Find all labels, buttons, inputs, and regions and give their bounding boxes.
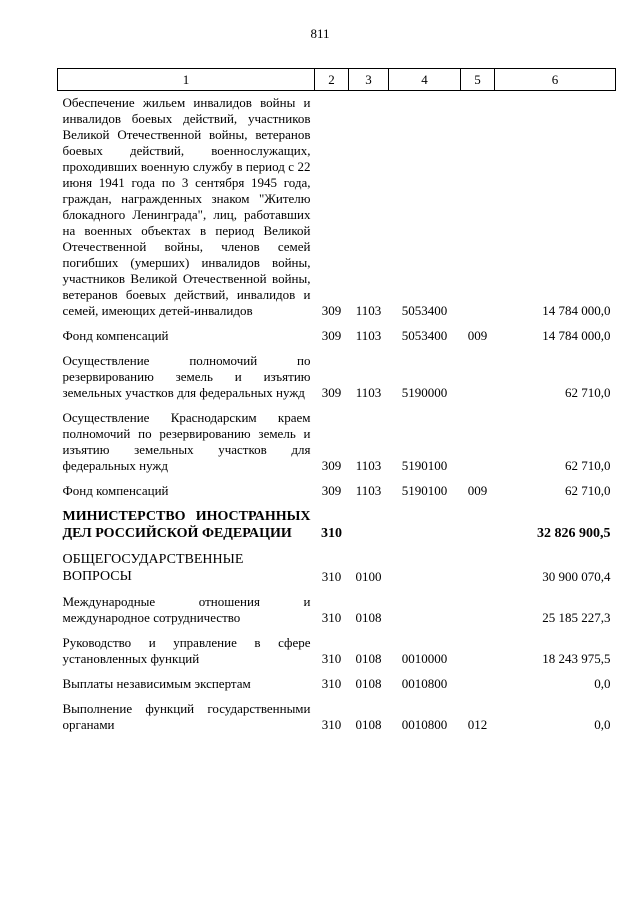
column-header-1: 1 (58, 69, 315, 91)
row-section-code: 1103 (355, 483, 382, 498)
table-row-ministry (58, 499, 616, 542)
row-amount: 25 185 227,3 (542, 610, 611, 625)
row-target-code: 5053400 (401, 328, 448, 343)
row-name: Руководство и управление в сфере установленных функций (62, 635, 311, 666)
column-header-6: 6 (495, 69, 616, 91)
row-expense-code (461, 626, 495, 667)
budget-table (57, 68, 616, 733)
row-name: Фонд компенсаций (62, 328, 169, 343)
table-row (58, 91, 616, 320)
table-row (58, 626, 616, 667)
row-amount: 14 784 000,0 (542, 303, 611, 318)
row-amount: 30 900 070,4 (542, 569, 611, 584)
column-header-5: 5 (461, 69, 495, 91)
row-amount: 0,0 (594, 676, 611, 691)
column-header-2: 2 (315, 69, 349, 91)
row-expense-code (461, 499, 495, 542)
row-expense-code: 009 (467, 328, 488, 343)
table-row-section (58, 542, 616, 585)
page-number: 811 (310, 26, 330, 41)
row-section-code: 0100 (355, 569, 382, 584)
row-section-code: 1103 (355, 385, 382, 400)
row-ministry-code: 309 (321, 385, 342, 400)
row-target-code: 5190000 (401, 385, 448, 400)
row-section-code: 1103 (355, 458, 382, 473)
row-section-code: 1103 (355, 328, 382, 343)
row-expense-code (461, 344, 495, 401)
table-row (58, 692, 616, 733)
row-ministry-code: 310 (321, 610, 342, 625)
row-ministry-code: 310 (321, 676, 342, 691)
row-expense-code (461, 585, 495, 626)
row-name: Фонд компенсаций (62, 483, 169, 498)
row-section-code: 0108 (355, 676, 382, 691)
row-name: Выплаты независимым экспертам (62, 676, 251, 691)
row-target-code: 0010800 (401, 676, 448, 691)
row-ministry-code: 310 (321, 569, 342, 584)
row-ministry-code: 309 (321, 303, 342, 318)
row-section-code: 0108 (355, 651, 382, 666)
row-ministry-code: 310 (321, 717, 342, 732)
row-name: ОБЩЕГОСУДАРСТВЕННЫЕ ВОПРОСЫ (62, 552, 244, 584)
table-row (58, 667, 616, 692)
row-amount: 14 784 000,0 (542, 328, 611, 343)
row-amount: 18 243 975,5 (542, 651, 611, 666)
row-ministry-code: 310 (321, 526, 342, 541)
row-ministry-code: 309 (321, 483, 342, 498)
table-header (58, 69, 616, 91)
row-amount: 0,0 (594, 717, 611, 732)
row-expense-code: 012 (467, 717, 488, 732)
row-ministry-code: 309 (321, 458, 342, 473)
row-expense-code: 009 (467, 483, 488, 498)
row-amount: 62 710,0 (565, 385, 611, 400)
row-name: Международные отношения и международное сотрудничество (62, 594, 311, 625)
table-row (58, 474, 616, 499)
row-ministry-code: 310 (321, 651, 342, 666)
row-amount: 62 710,0 (565, 483, 611, 498)
row-expense-code (461, 91, 495, 320)
row-target-code: 0010800 (401, 717, 448, 732)
row-target-code: 5190100 (401, 458, 448, 473)
row-expense-code (461, 542, 495, 585)
table-row (58, 319, 616, 344)
row-amount: 62 710,0 (565, 458, 611, 473)
column-header-4: 4 (389, 69, 461, 91)
row-name: МИНИСТЕРСТВО ИНОСТРАННЫХ ДЕЛ РОССИЙСКОЙ ФЕДЕРАЦИИ (62, 509, 311, 541)
row-target-code (389, 542, 461, 585)
row-expense-code (461, 401, 495, 474)
table-row (58, 344, 616, 401)
row-ministry-code: 309 (321, 328, 342, 343)
column-header-3: 3 (349, 69, 389, 91)
row-name: Выполнение функций государственными органами (62, 701, 311, 732)
row-name: Осуществление Краснодарским краем полномочий по резервированию земель и изъятию земельных участков для федеральных нужд (62, 410, 311, 473)
row-target-code: 0010000 (401, 651, 448, 666)
row-name: Осуществление полномочий по резервированию земель и изъятию земельных участков для федеральных нужд (62, 353, 311, 400)
row-target-code: 5190100 (401, 483, 448, 498)
row-target-code: 5053400 (401, 303, 448, 318)
row-section-code: 0108 (355, 717, 382, 732)
row-section-code: 1103 (355, 303, 382, 318)
row-expense-code (461, 667, 495, 692)
table-row (58, 401, 616, 474)
row-name: Обеспечение жильем инвалидов войны и инвалидов боевых действий, участников Великой Отечественной войны, ветеранов боевых действий, военнослужащих, проходивших военную службу в период с 22 июня 1941 года по 3 сентября 1945 года, граждан, награжденных знаком "Жителю блокадного Ленинграда", лиц, работавших на военных объектах в период Великой Отечественной войны, членов семей погибших (умерших) инвалидов войны, участников Великой Отечественной войны, ветеранов боевых действий, инвалидов и семей, имеющих детей-инвалидов (62, 95, 311, 318)
row-target-code (389, 585, 461, 626)
row-amount: 32 826 900,5 (537, 526, 611, 541)
row-section-code: 0108 (355, 610, 382, 625)
row-section-code (349, 499, 389, 542)
row-target-code (389, 499, 461, 542)
table-row (58, 585, 616, 626)
